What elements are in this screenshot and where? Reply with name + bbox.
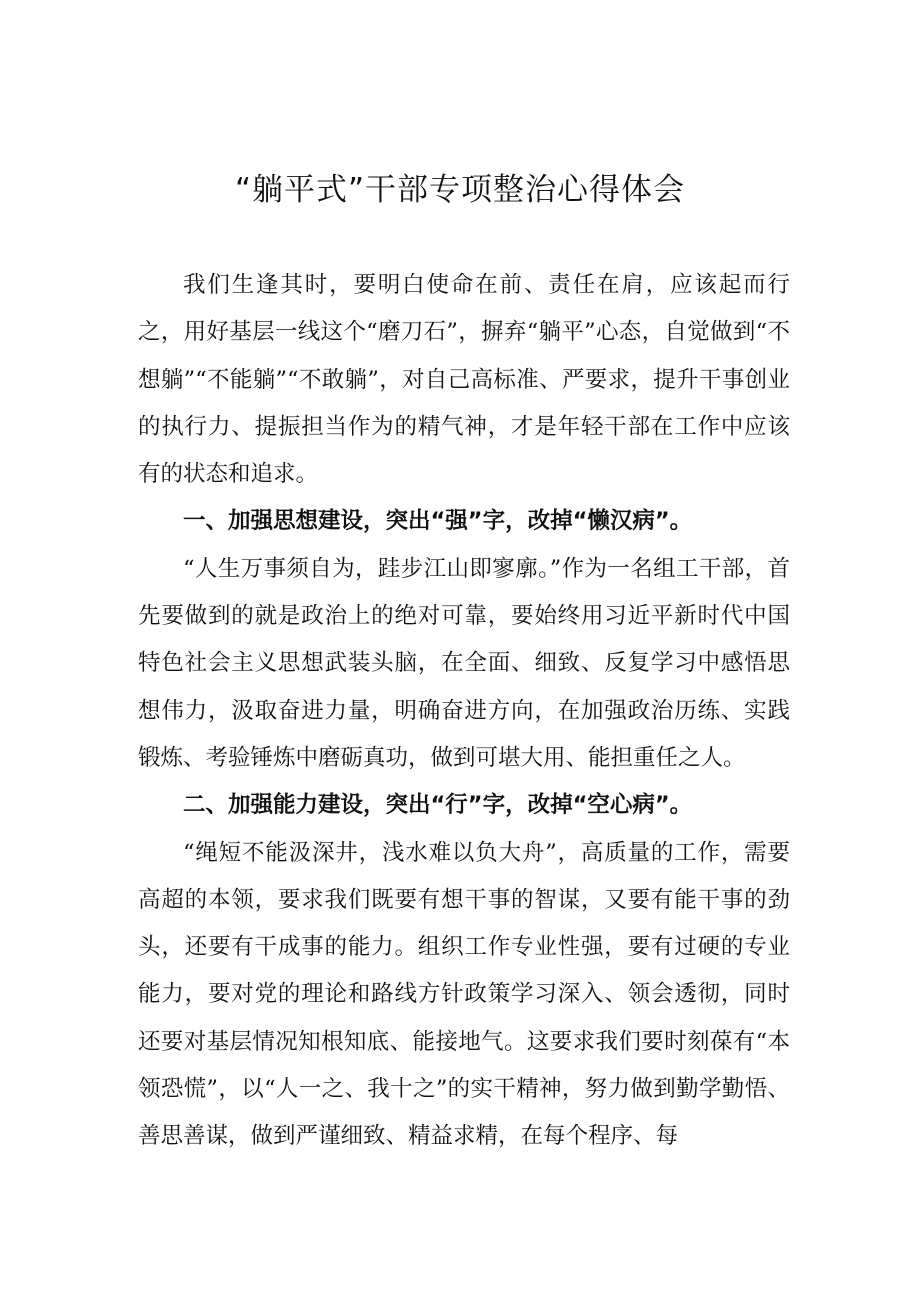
paragraph-section-2: “绳短不能汲深井，浅水难以负大舟”，高质量的工作，需要高超的本领，要求我们既要有想干事的智谋，又要有能干事的劲头，还要有干成事的能力。组织工作专业性强，要有过硬的专业能力，要对党的理论和路线方针政策学习深入、领会透彻，同时还要对基层情况知根知底、能接地气。这要求我们要时刻葆有“本领恐慌”，以“人一之、我十之”的实干精神，努力做到勤学勤悟、善思善谋，做到严谨细致、精益求精，在每个程序、每 — [138, 839, 790, 1150]
section-heading-2: 二、加强能力建设，突出“行”字，改掉“空心病”。 — [183, 792, 693, 819]
document-body — [138, 262, 790, 1161]
paragraph-section-1: “人生万事须自为，跬步江山即寥廓。”作为一名组工干部，首先要做到的就是政治上的绝对可靠，要始终用习近平新时代中国特色社会主义思想武装头脑，在全面、细致、反复学习中感悟思想伟力，汲取奋进力量，明确奋进方向，在加强政治历练、实践锻炼、考验锤炼中磨砺真功，做到可堪大用、能担重任之人。 — [138, 555, 790, 771]
section-heading-1: 一、加强思想建设，突出“强”字，改掉“懒汉病”。 — [183, 508, 693, 535]
document-title: “躺平式”干部专项整治心得体会 — [234, 172, 686, 208]
paragraph-intro: 我们生逢其时，要明白使命在前、责任在肩，应该起而行之，用好基层一线这个“磨刀石”，摒弃“躺平”心态，自觉做到“不想躺”“不能躺”“不敢躺”，对自己高标准、严要求，提升干事创业的执行力、提振担当作为的精气神，才是年轻干部在工作中应该有的状态和追求。 — [138, 272, 790, 488]
